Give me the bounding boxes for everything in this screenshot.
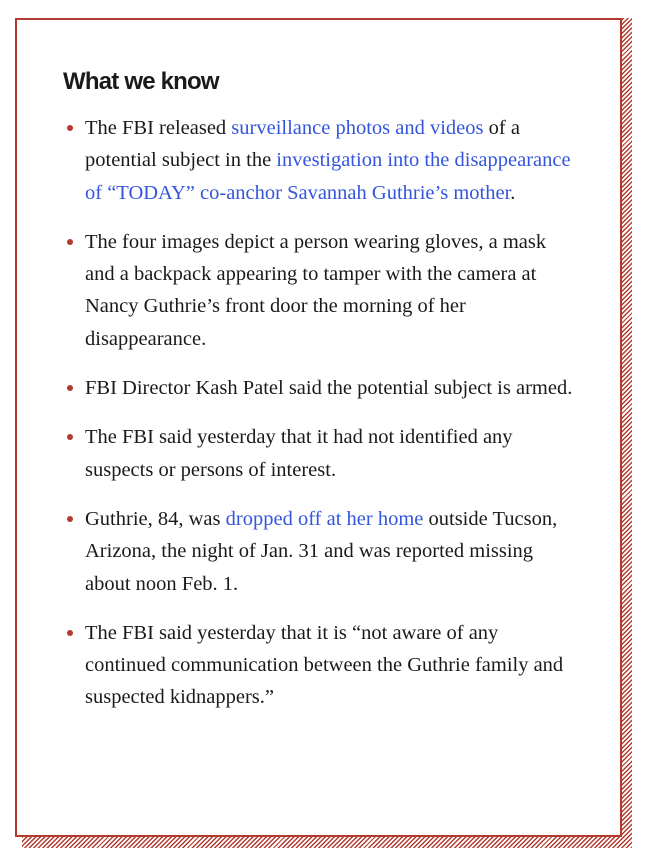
fact-text: The FBI said yesterday that it had not identified any suspects or persons of interest. — [85, 426, 513, 481]
facts-list — [63, 112, 578, 731]
fact-text: Guthrie, 84, was — [85, 507, 226, 530]
fact-item-4 — [63, 421, 578, 486]
fact-item-6 — [63, 617, 578, 714]
what-we-know-card — [15, 18, 622, 837]
bullet-dot-icon — [67, 385, 73, 391]
bullet-dot-icon — [67, 630, 73, 636]
fact-text: of a potential subject in the — [85, 117, 520, 172]
bullet-dot-icon — [67, 434, 73, 440]
fact-item-5 — [63, 503, 578, 600]
bullet-dot-icon — [67, 125, 73, 131]
fact-text: The FBI released — [85, 117, 232, 139]
fact-text: . — [510, 181, 516, 204]
surveillance-photos-link[interactable]: surveillance photos and videos — [231, 117, 484, 139]
fact-item-1 — [63, 112, 578, 209]
bullet-dot-icon — [67, 516, 73, 522]
fact-text: outside Tucson, Arizona, the night of Jan. 31 and was reported missing about noon Feb. 1. — [85, 507, 558, 595]
investigation-link[interactable]: investigation into the disappearance of “TODAY” co-anchor Savannah Guthrie’s mother — [85, 149, 571, 204]
fact-text: FBI Director Kash Patel said the potential subject is armed. — [85, 377, 573, 400]
fact-item-3 — [63, 372, 578, 404]
fact-text: The four images depict a person wearing gloves, a mask and a backpack appearing to tamper with the camera at Nancy Guthrie’s front door the morning of her disappearance. — [85, 230, 547, 350]
fact-item-2 — [63, 226, 578, 355]
card-title: What we know — [63, 68, 219, 95]
dropped-off-link[interactable]: dropped off at her home — [225, 507, 424, 530]
fact-text: The FBI said yesterday that it is “not aware of any continued communication between the Guthrie family and suspected kidnappers.” — [85, 621, 564, 709]
bullet-dot-icon — [67, 239, 73, 245]
